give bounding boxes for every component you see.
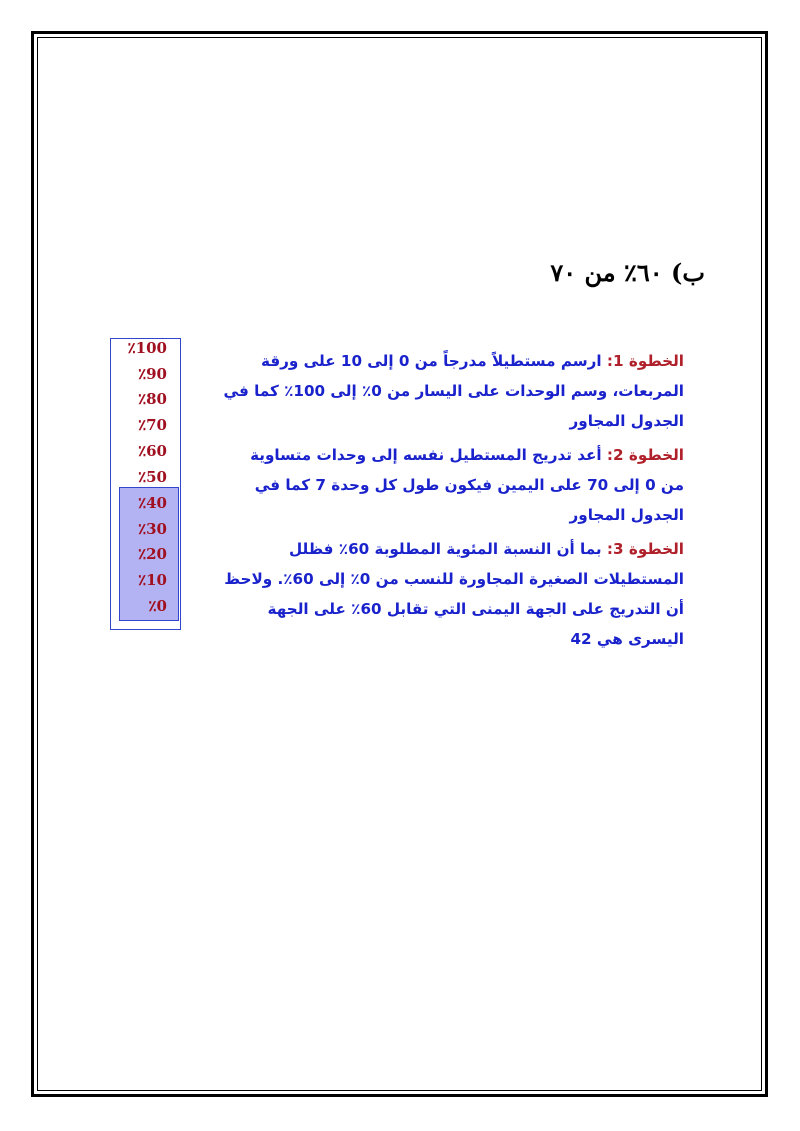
step-1-label: الخطوة 1: bbox=[606, 352, 684, 370]
step-3-text: بما أن النسبة المئوية المطلوبة 60٪ فظلل المستطيلات الصغيرة المجاورة للنسب من 0٪ إلى 60٪. ولاحظ أن التدريج على الجهة اليمنى التي تقابل 60٪ على الجهة اليسرى هي 42 bbox=[224, 540, 684, 648]
scale-tick: ٪50 bbox=[138, 468, 167, 486]
step-2-label: الخطوة 2: bbox=[606, 446, 684, 464]
scale-tick: ٪90 bbox=[138, 365, 167, 383]
step-1-text: ارسم مستطيلاً مدرجاً من 0 إلى 10 على ورقة المربعات، وسم الوحدات على اليسار من 0٪ إلى 100٪ كما في الجدول المجاور bbox=[223, 352, 684, 430]
scale-tick: ٪80 bbox=[138, 390, 167, 408]
scale-tick: ٪30 bbox=[138, 520, 167, 538]
scale-tick: ٪70 bbox=[138, 416, 167, 434]
scale-tick: ٪60 bbox=[138, 442, 167, 460]
percent-scale bbox=[110, 338, 181, 630]
scale-tick: ٪40 bbox=[138, 494, 167, 512]
scale-tick: ٪0 bbox=[148, 597, 167, 615]
step-2-text: أعد تدريج المستطيل نفسه إلى وحدات متساوية من 0 إلى 70 على اليمين فيكون طول كل وحدة 7 كما في الجدول المجاور bbox=[250, 446, 684, 524]
step-3-label: الخطوة 3: bbox=[606, 540, 684, 558]
step-1 bbox=[222, 346, 684, 436]
scale-tick: ٪100 bbox=[127, 339, 167, 357]
scale-tick: ٪10 bbox=[138, 571, 167, 589]
steps-text bbox=[222, 346, 684, 658]
step-2 bbox=[222, 440, 684, 530]
step-3 bbox=[222, 534, 684, 654]
scale-tick: ٪20 bbox=[138, 545, 167, 563]
problem-title: ب) ٦٠٪ من ٧٠ bbox=[550, 258, 705, 287]
